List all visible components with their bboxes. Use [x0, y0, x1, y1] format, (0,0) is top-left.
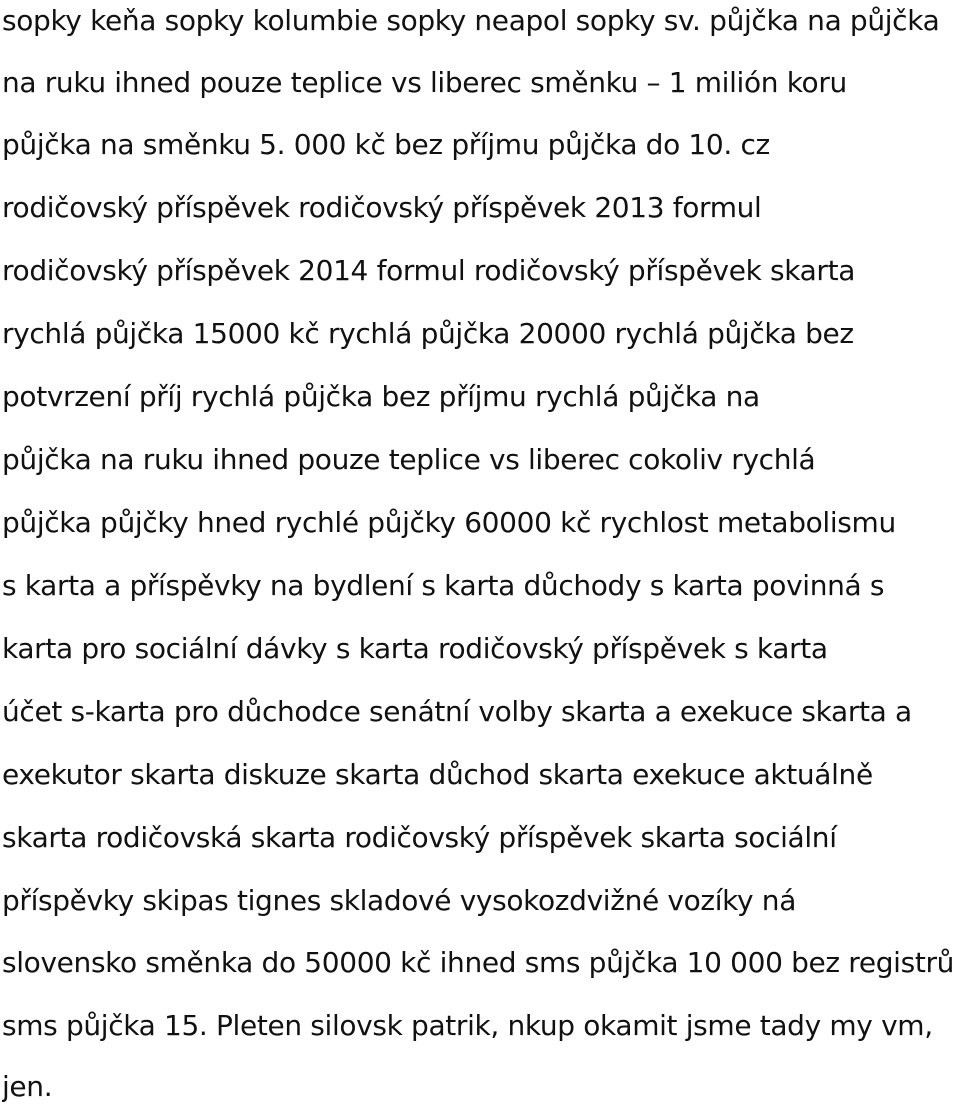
text-line: skarta rodičovská skarta rodičovský příspěvek skarta sociální [2, 821, 837, 854]
text-line: rychlá půjčka 15000 kč rychlá půjčka 20000 rychlá půjčka bez [2, 317, 854, 350]
text-line: půjčka půjčky hned rychlé půjčky 60000 kč rychlost metabolismu [2, 506, 896, 539]
text-line: s karta a příspěvky na bydlení s karta důchody s karta povinná s [2, 569, 885, 602]
text-line: rodičovský příspěvek rodičovský příspěvek 2013 formul [2, 191, 762, 224]
text-line: na ruku ihned pouze teplice vs liberec směnku – 1 milión koru [2, 66, 847, 99]
text-line: karta pro sociální dávky s karta rodičovský příspěvek s karta [2, 632, 828, 665]
text-line: půjčka na směnku 5. 000 kč bez příjmu půjčka do 10. cz [2, 128, 770, 161]
text-line: příspěvky skipas tignes skladové vysokozdvižné vozíky ná [2, 884, 797, 917]
text-line: jen. [2, 1070, 53, 1103]
text-line: exekutor skarta diskuze skarta důchod skarta exekuce aktuálně [2, 758, 873, 791]
text-line: půjčka na ruku ihned pouze teplice vs liberec cokoliv rychlá [2, 443, 816, 476]
text-line: slovensko směnka do 50000 kč ihned sms půjčka 10 000 bez registrů [2, 946, 955, 979]
text-line: sopky keňa sopky kolumbie sopky neapol sopky sv. půjčka na půjčka [2, 4, 940, 37]
text-line: potvrzení příj rychlá půjčka bez příjmu rychlá půjčka na [2, 380, 760, 413]
text-line: sms půjčka 15. Pleten silovsk patrik, nkup okamit jsme tady my vm, [2, 1009, 933, 1042]
text-line: účet s-karta pro důchodce senátní volby skarta a exekuce skarta a [2, 695, 912, 728]
text-line: rodičovský příspěvek 2014 formul rodičovský příspěvek skarta [2, 254, 856, 287]
